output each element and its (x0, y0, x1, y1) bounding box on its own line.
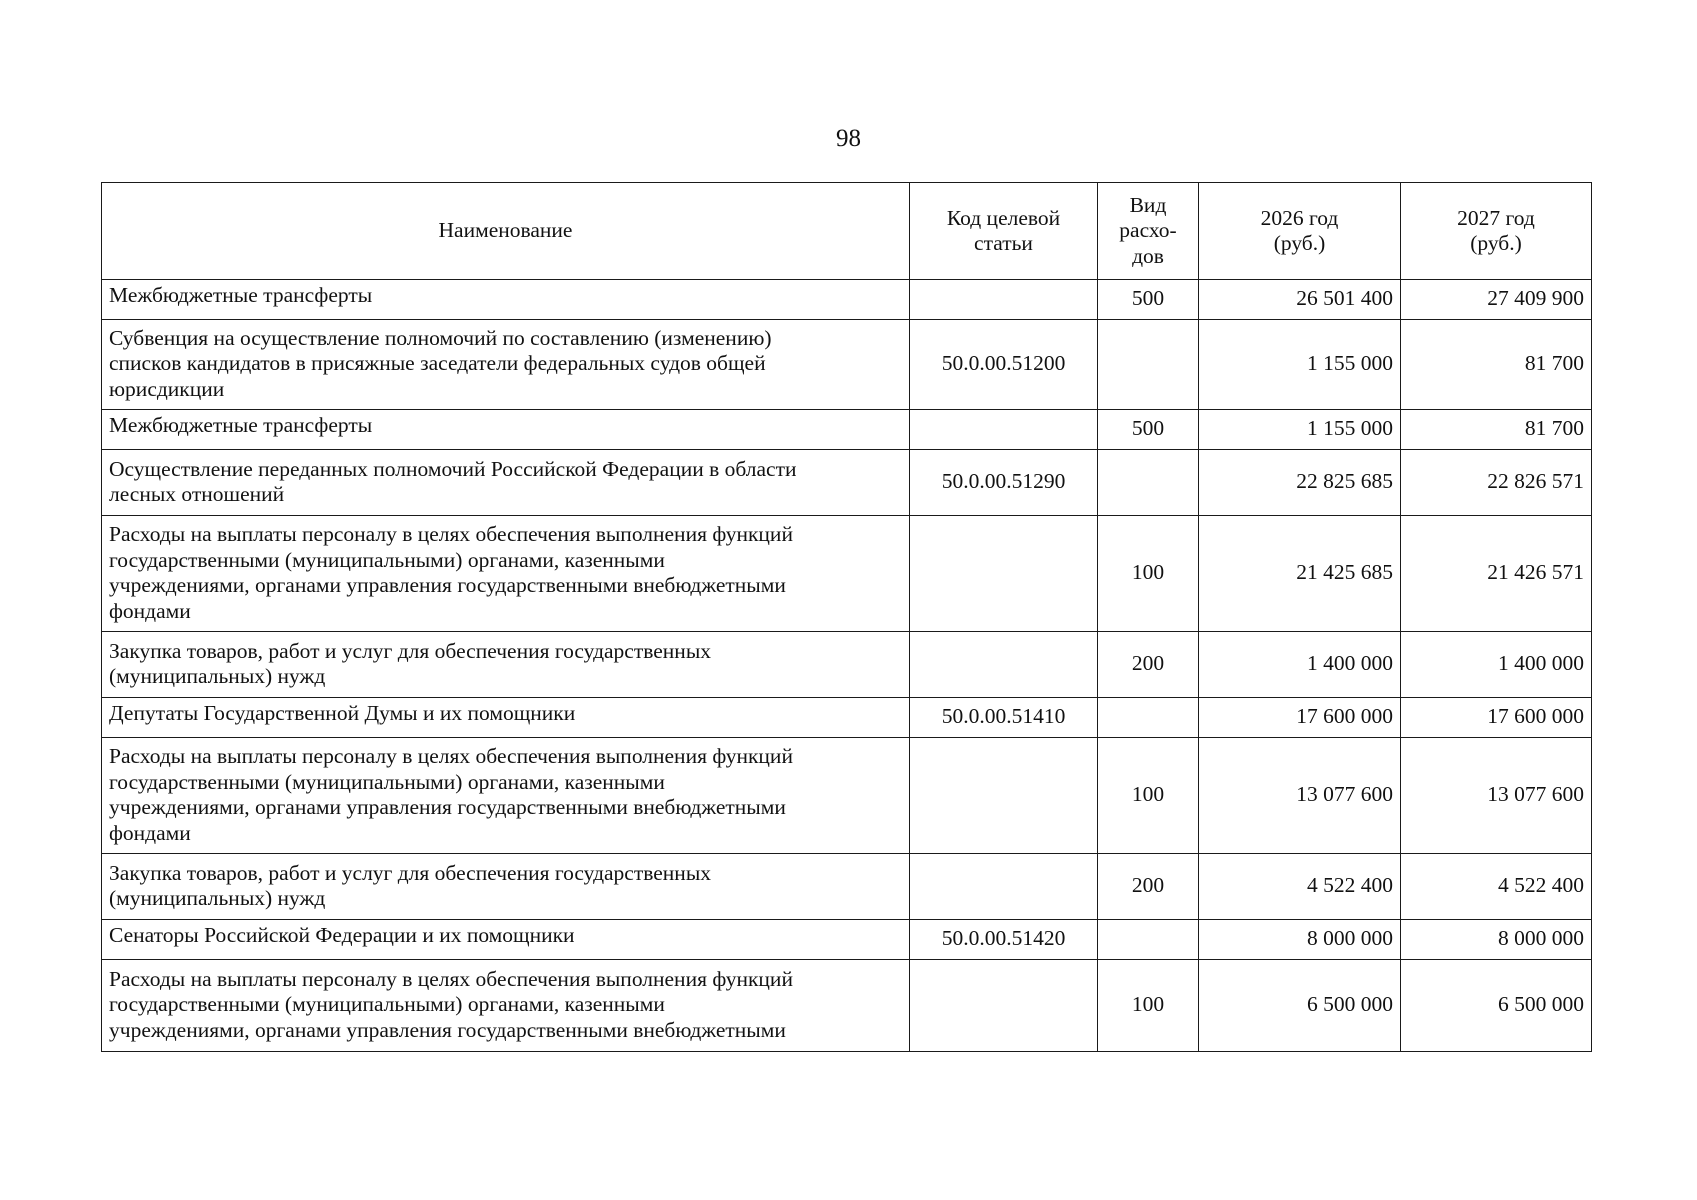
cell-name-line: Межбюджетные трансферты (109, 283, 373, 307)
cell-name (102, 698, 910, 738)
cell-name-line: фондами (109, 820, 191, 845)
table-row (102, 920, 1592, 960)
cell-name-line: лесных отношений (109, 482, 285, 506)
table-row (102, 450, 1592, 516)
cell-name-line: учреждениями, органами управления государственными внебюджетными (109, 573, 786, 597)
cell-expense-type (1098, 450, 1199, 516)
cell-name-line: Сенаторы Российской Федерации и их помощники (109, 923, 575, 947)
cell-expense-type: 100 (1098, 516, 1199, 632)
cell-code (910, 516, 1098, 632)
cell-amount-2027: 4 522 400 (1401, 854, 1592, 920)
cell-amount-2027: 81 700 (1401, 320, 1592, 410)
cell-amount-2026: 4 522 400 (1199, 854, 1401, 920)
table-row (102, 698, 1592, 738)
cell-expense-type: 500 (1098, 410, 1199, 450)
cell-amount-2026: 13 077 600 (1199, 738, 1401, 854)
cell-code (910, 410, 1098, 450)
cell-name-line: фондами (109, 598, 191, 623)
cell-amount-2026: 1 155 000 (1199, 320, 1401, 410)
cell-name-line: (муниципальных) нужд (109, 886, 326, 910)
cell-name-line: Расходы на выплаты персоналу в целях обеспечения выполнения функций (109, 522, 793, 546)
header-2026: 2026 год (руб.) (1199, 183, 1401, 280)
cell-name (102, 450, 910, 516)
cell-name-line: Межбюджетные трансферты (109, 413, 373, 437)
cell-code (910, 280, 1098, 320)
cell-amount-2027: 1 400 000 (1401, 632, 1592, 698)
cell-code: 50.0.00.51200 (910, 320, 1098, 410)
cell-name-line: учреждениями, органами управления государственными внебюджетными (109, 1017, 786, 1042)
table-row (102, 320, 1592, 410)
cell-name (102, 410, 910, 450)
page-number: 98 (836, 125, 861, 152)
cell-name-line: Закупка товаров, работ и услуг для обеспечения государственных (109, 638, 712, 663)
cell-code: 50.0.00.51290 (910, 450, 1098, 516)
cell-name-line: учреждениями, органами управления государственными внебюджетными (109, 795, 786, 819)
cell-name-line: Депутаты Государственной Думы и их помощники (109, 701, 576, 725)
cell-amount-2027: 81 700 (1401, 410, 1592, 450)
cell-name (102, 516, 910, 632)
cell-amount-2026: 26 501 400 (1199, 280, 1401, 320)
table-header (102, 183, 1592, 280)
cell-expense-type: 200 (1098, 854, 1199, 920)
cell-amount-2026: 22 825 685 (1199, 450, 1401, 516)
cell-name-line: Субвенция на осуществление полномочий по составлению (изменению) (109, 325, 772, 350)
cell-name-line: (муниципальных) нужд (109, 664, 326, 688)
table-row (102, 738, 1592, 854)
header-2027: 2027 год (руб.) (1401, 183, 1592, 280)
cell-amount-2026: 21 425 685 (1199, 516, 1401, 632)
table-row (102, 280, 1592, 320)
table-body (102, 280, 1592, 1052)
cell-code (910, 738, 1098, 854)
cell-amount-2027: 27 409 900 (1401, 280, 1592, 320)
cell-name (102, 320, 910, 410)
cell-code (910, 854, 1098, 920)
cell-name (102, 632, 910, 698)
cell-name (102, 738, 910, 854)
cell-expense-type: 200 (1098, 632, 1199, 698)
table-row (102, 410, 1592, 450)
cell-amount-2026: 17 600 000 (1199, 698, 1401, 738)
cell-amount-2027: 6 500 000 (1401, 960, 1592, 1052)
cell-amount-2027: 8 000 000 (1401, 920, 1592, 960)
header-name: Наименование (102, 183, 910, 280)
header-row (102, 183, 1592, 280)
cell-code: 50.0.00.51410 (910, 698, 1098, 738)
table-row (102, 516, 1592, 632)
table-row (102, 960, 1592, 1052)
cell-amount-2027: 21 426 571 (1401, 516, 1592, 632)
cell-expense-type (1098, 698, 1199, 738)
cell-amount-2027: 17 600 000 (1401, 698, 1592, 738)
cell-name-line: Расходы на выплаты персоналу в целях обеспечения выполнения функций (109, 966, 793, 991)
cell-amount-2026: 1 155 000 (1199, 410, 1401, 450)
cell-code (910, 960, 1098, 1052)
cell-name-line: государственными (муниципальными) органами, казенными (109, 769, 665, 794)
cell-expense-type (1098, 320, 1199, 410)
cell-amount-2026: 8 000 000 (1199, 920, 1401, 960)
cell-name-line: списков кандидатов в присяжные заседатели федеральных судов общей (109, 351, 766, 376)
cell-amount-2027: 22 826 571 (1401, 450, 1592, 516)
cell-name-line: государственными (муниципальными) органами, казенными (109, 547, 665, 572)
table-row (102, 854, 1592, 920)
budget-table (101, 182, 1592, 1052)
cell-amount-2027: 13 077 600 (1401, 738, 1592, 854)
cell-expense-type: 100 (1098, 738, 1199, 854)
table-row (102, 632, 1592, 698)
cell-name-line: государственными (муниципальными) органами, казенными (109, 992, 665, 1017)
cell-name (102, 920, 910, 960)
cell-name-line: Осуществление переданных полномочий Российской Федерации в области (109, 456, 797, 481)
cell-name (102, 280, 910, 320)
cell-amount-2026: 6 500 000 (1199, 960, 1401, 1052)
cell-code (910, 632, 1098, 698)
cell-amount-2026: 1 400 000 (1199, 632, 1401, 698)
cell-expense-type (1098, 920, 1199, 960)
cell-name (102, 960, 910, 1052)
cell-expense-type: 100 (1098, 960, 1199, 1052)
header-expense-type: Вид расхо- дов (1098, 183, 1199, 280)
cell-name-line: Закупка товаров, работ и услуг для обеспечения государственных (109, 860, 712, 885)
cell-name-line: Расходы на выплаты персоналу в целях обеспечения выполнения функций (109, 744, 793, 768)
cell-name (102, 854, 910, 920)
cell-name-line: юрисдикции (109, 376, 225, 401)
cell-code: 50.0.00.51420 (910, 920, 1098, 960)
cell-expense-type: 500 (1098, 280, 1199, 320)
header-code: Код целевой статьи (910, 183, 1098, 280)
